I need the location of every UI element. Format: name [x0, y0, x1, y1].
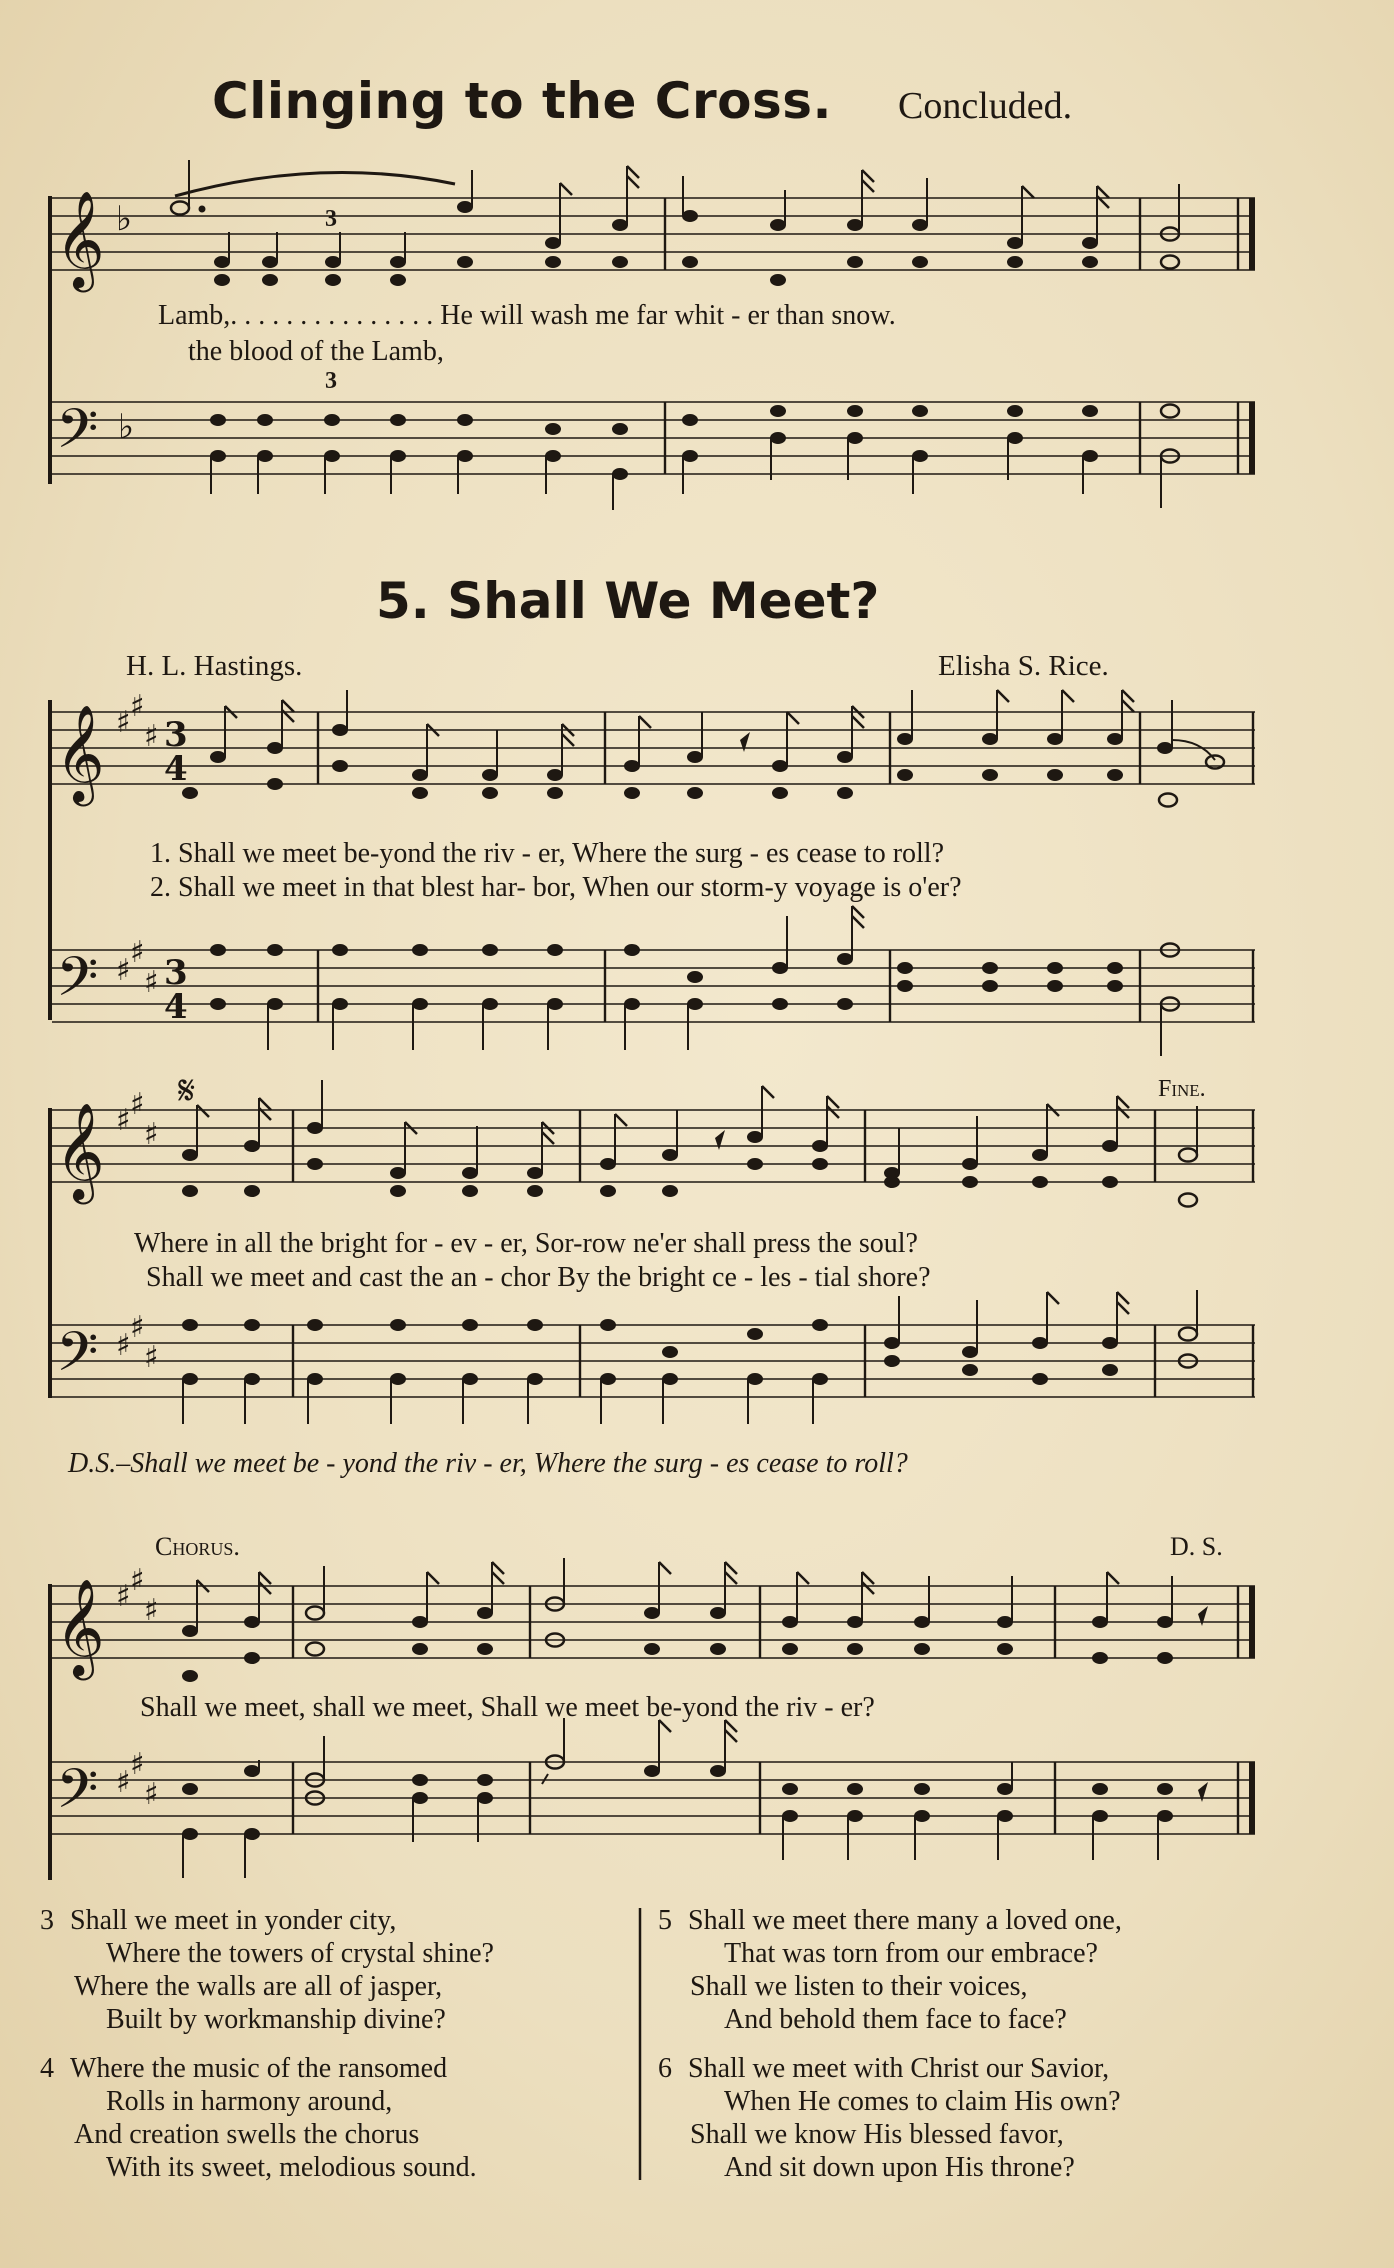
verse-1-lyrics: 1. Shall we meet be-yond the riv - er, Where the surg - es cease to roll? — [150, 838, 945, 869]
bass-notes-2 — [211, 906, 1180, 1056]
triplet-mark: 3 — [325, 368, 337, 394]
concluded-label: Concluded. — [898, 85, 1073, 127]
svg-text:4: 4 — [164, 749, 188, 789]
chorus-lyrics: Shall we meet, shall we meet, Shall we meet be-yond the riv - er? — [140, 1692, 875, 1723]
lyrics-line: the blood of the Lamb, — [188, 336, 444, 367]
composer-credit: Elisha S. Rice. — [938, 650, 1109, 682]
svg-text:♯: ♯ — [130, 1310, 145, 1345]
svg-text:4: 4 — [164, 987, 188, 1027]
svg-text:♯: ♯ — [130, 689, 145, 724]
verse-3: 3 Shall we meet in yonder city, Where the towers of crystal shine? Where the walls are all of jasper, Built by workmanship divine? — [40, 1905, 494, 2035]
svg-text:𝄞: 𝄞 — [55, 704, 105, 802]
svg-text:♯: ♯ — [144, 965, 159, 1000]
svg-text:♯: ♯ — [116, 705, 131, 740]
lyrics-line: Where in all the bright for - ev - er, Sor-row ne'er shall press the soul? — [134, 1228, 918, 1259]
svg-text:♯: ♯ — [130, 1747, 145, 1782]
svg-text:3: 3 — [164, 715, 188, 755]
svg-text:𝄞: 𝄞 — [55, 1578, 105, 1676]
svg-text:♯: ♯ — [116, 1765, 131, 1800]
page-title: Clinging to the Cross. — [212, 72, 832, 130]
svg-text:3: 3 — [164, 953, 188, 993]
ds-mark: D. S. — [1170, 1532, 1223, 1561]
author-credit: H. L. Hastings. — [126, 650, 303, 682]
svg-text:♯: ♯ — [116, 1579, 131, 1614]
lyrics-line: Shall we meet and cast the an - chor By the bright ce - les - tial shore? — [146, 1262, 931, 1293]
lyrics-line: Lamb,. . . . . . . . . . . . . . . He will wash me far whit - er than snow. — [158, 300, 896, 331]
verse-4: 4 Where the music of the ransomed Rolls in harmony around, And creation swells the chorus With its sweet, melodious sound. — [40, 2053, 477, 2183]
svg-text:♯: ♯ — [116, 1328, 131, 1363]
staff-treble-1 — [52, 198, 1255, 270]
svg-text:♯: ♯ — [144, 1117, 159, 1152]
svg-text:𝄢: 𝄢 — [56, 1320, 99, 1397]
svg-text:𝄢: 𝄢 — [56, 1757, 99, 1834]
treble-notes-3 — [183, 1080, 1198, 1207]
svg-text:♯: ♯ — [144, 1340, 159, 1375]
svg-text:♯: ♯ — [130, 935, 145, 970]
verse-2-lyrics: 2. Shall we meet in that blest har- bor, When our storm-y voyage is o'er? — [150, 872, 962, 903]
bass-notes-3 — [183, 1290, 1198, 1424]
flat-icon: ♭ — [116, 199, 133, 239]
hymn-title: 5. Shall We Meet? — [376, 572, 880, 630]
segno-icon: 𝄋 — [178, 1068, 196, 1114]
svg-text:♯: ♯ — [144, 1593, 159, 1628]
fine-mark: Fine. — [1158, 1076, 1206, 1102]
treble-clef-icon: 𝄞 — [55, 190, 105, 288]
treble-notes-1 — [171, 160, 1179, 286]
verse-6: 6 Shall we meet with Christ our Savior, When He comes to claim His own? Shall we know His blessed favor, And sit down upon His throne? — [658, 2053, 1121, 2183]
triplet-mark: 3 — [325, 206, 337, 232]
verse-5: 5 Shall we meet there many a loved one, That was torn from our embrace? Shall we listen to their voices, And behold them face to face? — [658, 1905, 1122, 2035]
svg-text:𝄢: 𝄢 — [56, 945, 99, 1022]
svg-text:♯: ♯ — [144, 1777, 159, 1812]
svg-text:♯: ♯ — [116, 953, 131, 988]
bass-clef-icon: 𝄢 — [56, 397, 99, 474]
chorus-label: Chorus. — [155, 1532, 240, 1561]
svg-text:♯: ♯ — [130, 1563, 145, 1598]
svg-text:♯: ♯ — [130, 1087, 145, 1122]
svg-text:♯: ♯ — [116, 1103, 131, 1138]
staff-bass-1 — [52, 402, 1255, 474]
svg-text:♯: ♯ — [144, 719, 159, 754]
ds-lyrics: D.S.–Shall we meet be - yond the riv - er, Where the surg - es cease to roll? — [68, 1448, 908, 1479]
flat-icon: ♭ — [118, 407, 135, 447]
svg-text:𝄞: 𝄞 — [55, 1102, 105, 1200]
